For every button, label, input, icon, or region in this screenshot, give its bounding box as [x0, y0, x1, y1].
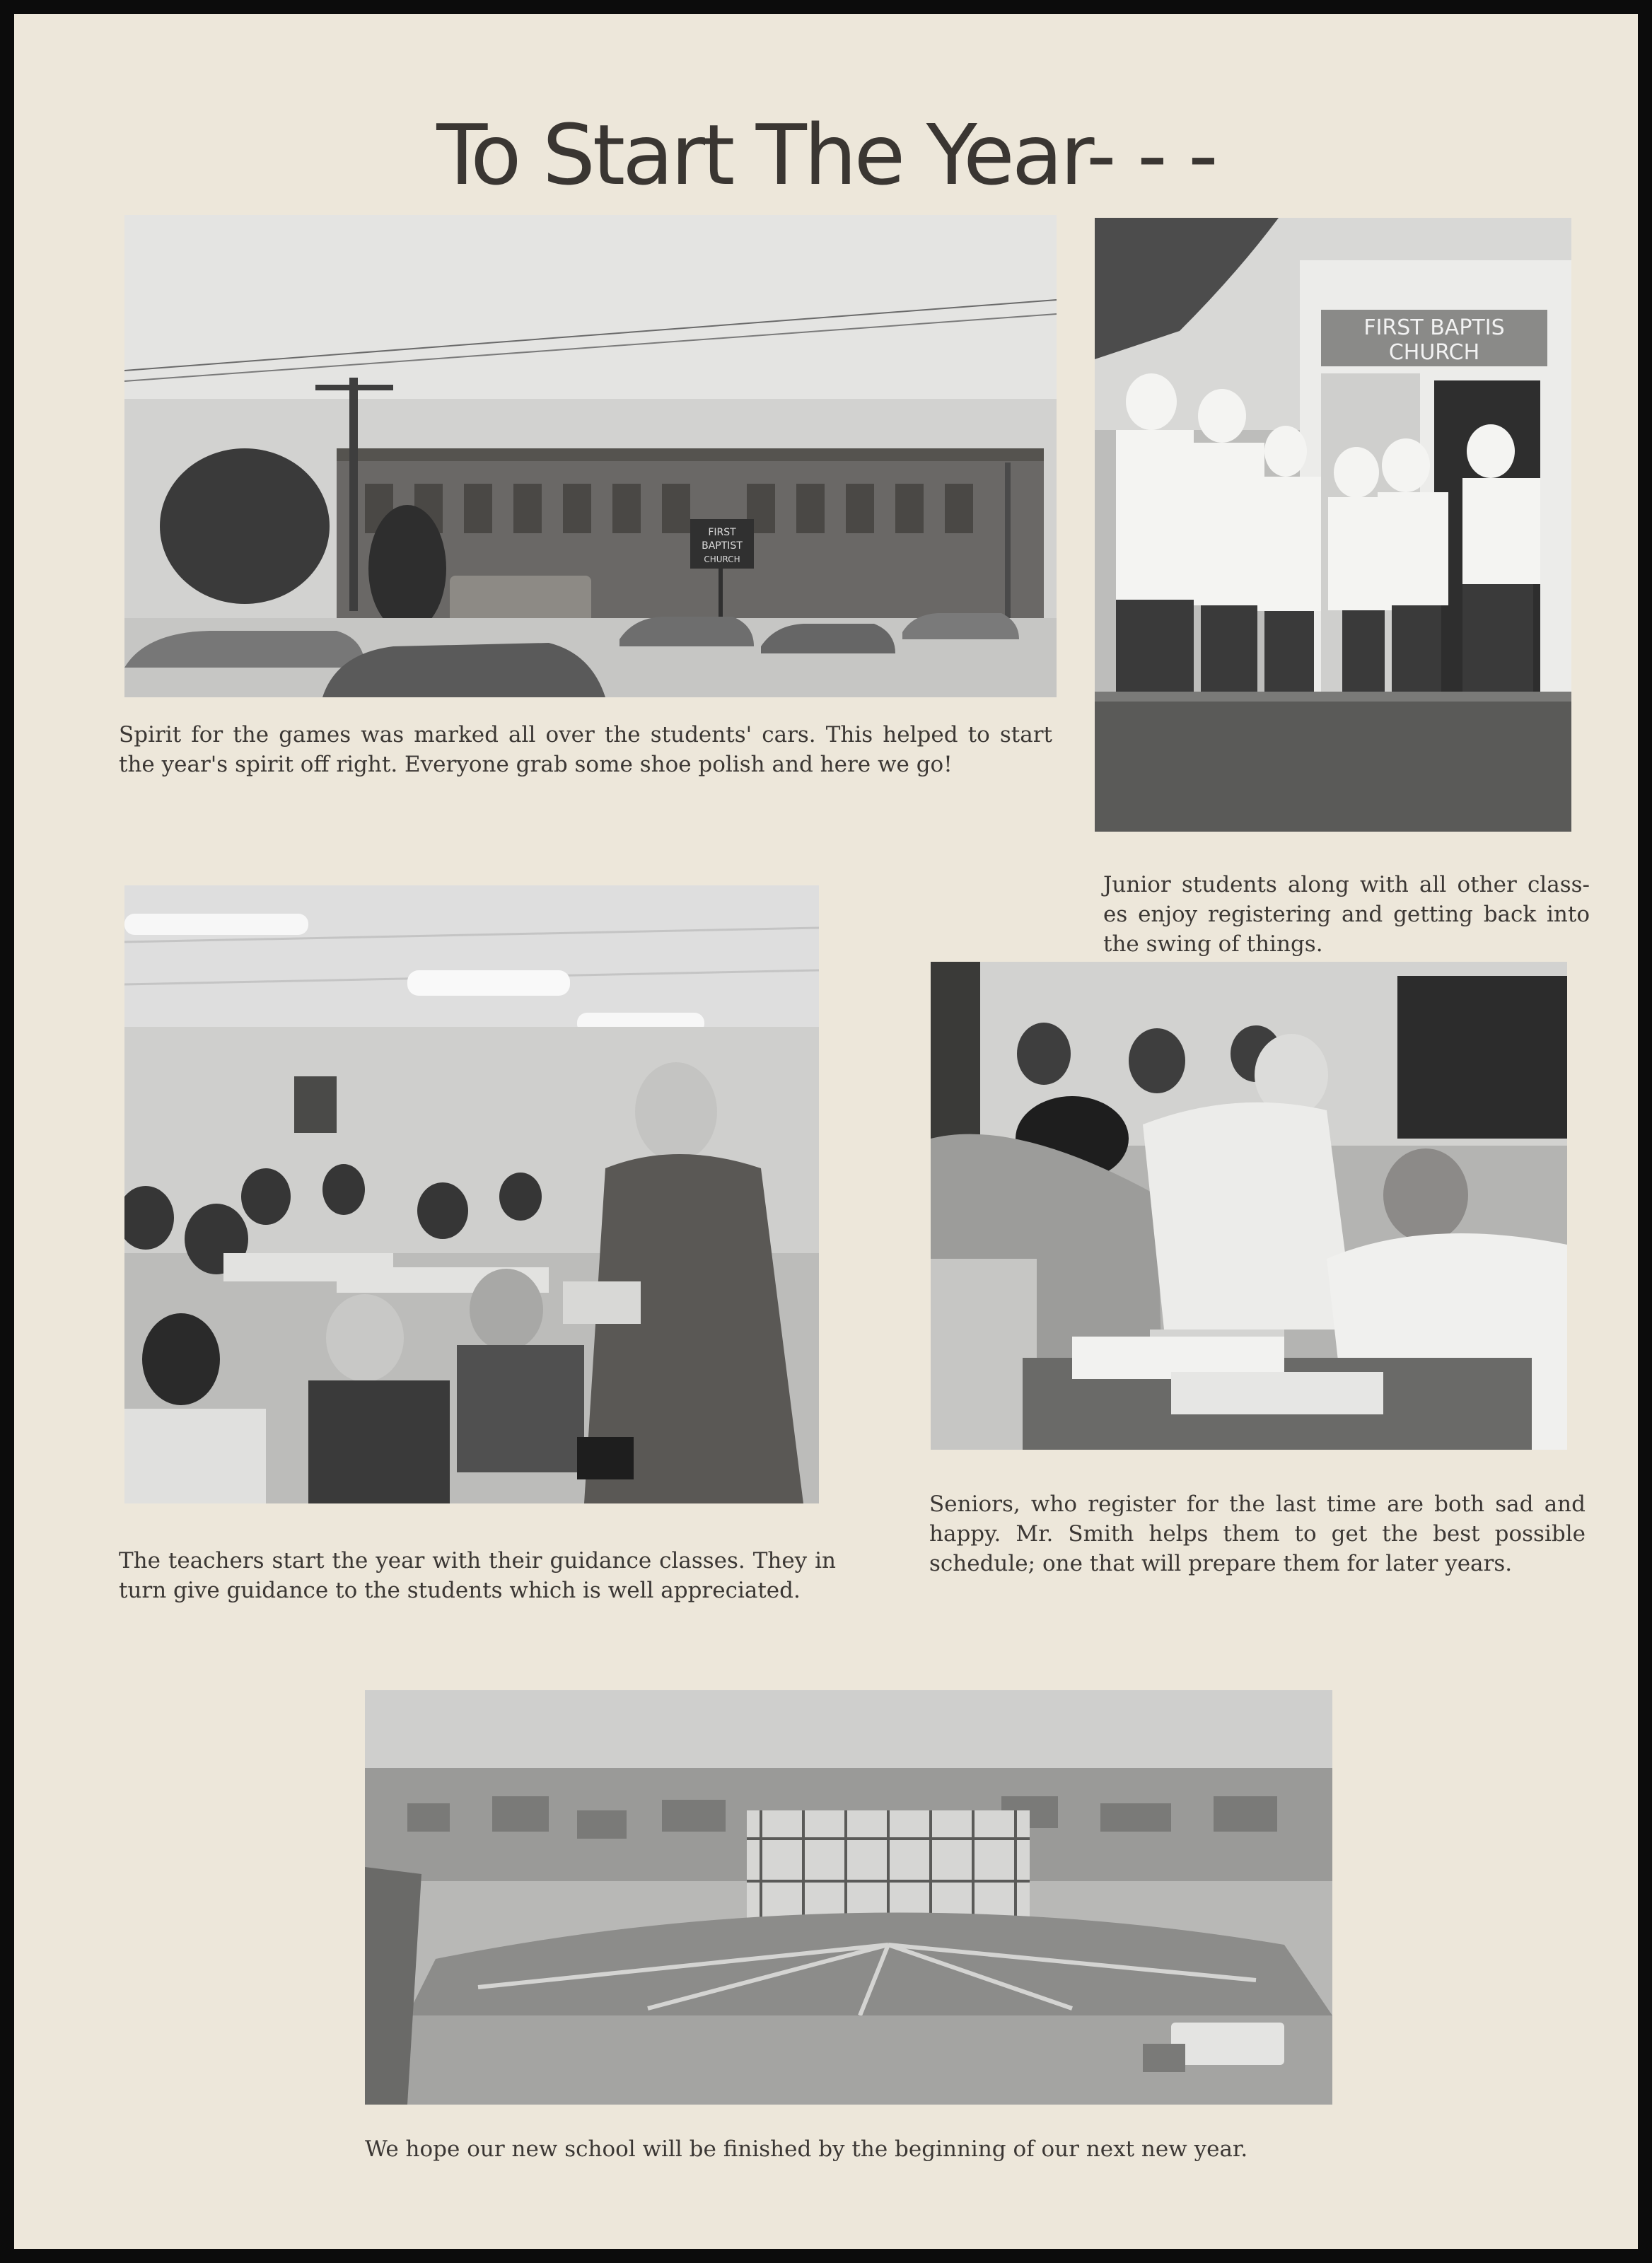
photo-teachers-classroom: [124, 885, 819, 1503]
caption-seniors: Seniors, who register for the last time are both sad and happy. Mr. Smith helps them to get the best possible schedule; one that will prepare them for later years.: [929, 1491, 1586, 1576]
sign-text-first: FIRST: [708, 527, 736, 538]
page-title: To Start The Year- - -: [436, 106, 1216, 204]
yearbook-page: [14, 14, 1638, 2249]
photo-new-school-construction: [365, 1690, 1332, 2105]
church-sign-line-1: FIRST BAPTIS: [1363, 315, 1505, 340]
sign-text-church: CHURCH: [704, 554, 740, 564]
caption-new-school: We hope our new school will be finished by the beginning of our next new year.: [365, 2136, 1248, 2162]
photo-school-parking-lot: [124, 215, 1057, 697]
caption-junior-students: Junior students along with all other class-es enjoy registering and getting back into the swing of things.: [1103, 872, 1590, 957]
church-sign-line-2: CHURCH: [1388, 340, 1480, 365]
photo-seniors-registering: [931, 962, 1567, 1450]
sign-text-baptist: BAPTIST: [702, 540, 743, 552]
caption-students-cars: Spirit for the games was marked all over the students' cars. This helped to start the year's spirit off right. Everyone grab some shoe polish and here we go!: [119, 722, 1052, 777]
photo-church-steps: [1095, 218, 1571, 832]
caption-teachers: The teachers start the year with their guidance classes. They in turn give guidance to the students which is well appreciated.: [119, 1548, 836, 1603]
